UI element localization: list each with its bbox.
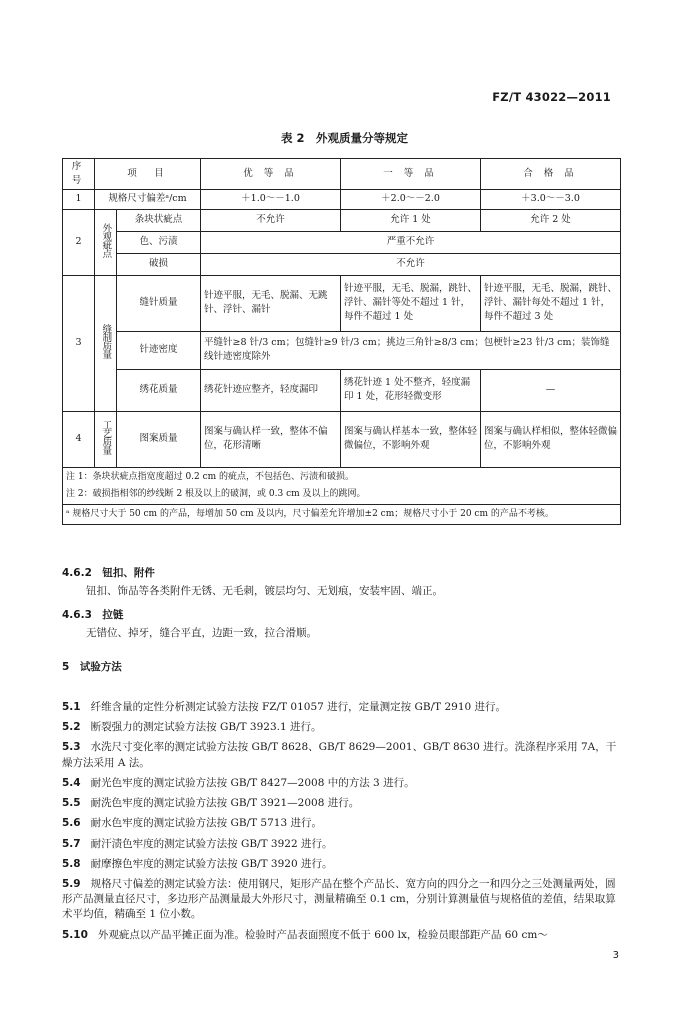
header-first: 一 等 品 — [341, 159, 481, 190]
list-item: 5.9 规格尺寸偏差的测定试验方法：使用钢尺，矩形产品在整个产品长、宽方向的四分之一和四分之三处测量两处，圆形产品测量直径尺寸，多边形产品测量最大外形尺寸，测量精确至 0.1 cm，分别计算测量值与规格值的差值，结果取算术平均值，精确至 1 位小数。 — [62, 877, 616, 921]
header-item: 项 目 — [95, 159, 201, 190]
list-item: 5.7 耐汗渍色牢度的测定试验方法按 GB/T 3922 进行。 — [62, 837, 333, 850]
section-body: 钮扣、饰品等各类附件无锈、无毛刺，镀层均匀、无划痕，安装牢固、端正。 — [86, 585, 443, 598]
header-seq: 序号 — [63, 159, 95, 190]
row3-sub3-qualified: — — [481, 369, 621, 411]
row2-sub1-qualified: 允许 2 处 — [481, 209, 621, 231]
row1-item: 规格尺寸偏差ᵃ/cm — [95, 189, 201, 209]
table-row — [63, 411, 621, 467]
table-row — [63, 369, 621, 411]
row3-sub1-qualified: 针迹平服，无毛、脱漏，跳针、浮针、漏针每处不超过 1 针，每件不超过 3 处 — [481, 275, 621, 331]
header-excellent: 优 等 品 — [201, 159, 341, 190]
row2-sub2-merged: 严重不允许 — [201, 231, 621, 253]
row4-group: 工艺质量 — [100, 419, 112, 454]
list-item: 5.8 耐摩擦色牢度的测定试验方法按 GB/T 3920 进行。 — [62, 857, 333, 870]
row2-sub3-merged: 不允许 — [201, 253, 621, 275]
row1-excellent: ＋1.0～－1.0 — [201, 189, 341, 209]
row2-group: 外观疵点 — [100, 222, 112, 257]
section-4-6-2 — [62, 566, 622, 599]
test-method-list — [62, 700, 622, 948]
table-title: 表 2 外观质量分等规定 — [280, 131, 408, 145]
table-footnote-row — [63, 504, 621, 524]
row1-qualified: ＋3.0～－3.0 — [481, 189, 621, 209]
table-row — [63, 253, 621, 275]
section-4-6-3 — [62, 608, 622, 641]
row3-sub3-name: 绣花质量 — [117, 369, 201, 411]
table-notes-row — [63, 467, 621, 504]
table-row — [63, 209, 621, 231]
table-row — [63, 189, 621, 209]
row2-sub1-first: 允许 1 处 — [341, 209, 481, 231]
row3-group: 缝制质量 — [100, 323, 112, 358]
row1-seq: 1 — [63, 189, 95, 209]
row1-first: ＋2.0～－2.0 — [341, 189, 481, 209]
row3-sub3-first: 绣花针迹 1 处不整齐，轻度漏印 1 处，花形轻微变形 — [341, 369, 481, 411]
table-row — [63, 275, 621, 331]
standard-code: FZ/T 43022—2011 — [492, 90, 611, 104]
row3-sub2-merged: 平缝针≥8 针/3 cm；包缝针≥9 针/3 cm；挑边三角针≥8/3 cm；包梗针≥23 针/3 cm；装饰缝线针迹密度除外 — [201, 331, 621, 369]
section-number: 4.6.2 — [62, 567, 92, 579]
section-title: 拉链 — [102, 609, 124, 621]
section-title: 试验方法 — [79, 661, 122, 673]
row4-sub1-excellent: 图案与确认样一致，整体不偏位，花形清晰 — [201, 411, 341, 467]
list-item: 5.1 纤维含量的定性分析测定试验方法按 FZ/T 01057 进行，定量测定按 GB/T 2910 进行。 — [62, 701, 507, 713]
table-note: 注 2：破损指相邻的纱线断 2 根及以上的破洞，或 0.3 cm 及以上的跳网。 — [66, 488, 366, 499]
list-item: 5.6 耐水色牢度的测定试验方法按 GB/T 5713 进行。 — [62, 817, 322, 830]
list-item: 5.3 水洗尺寸变化率的测定试验方法按 GB/T 8628、GB/T 8629—2001、GB/T 8630 进行。洗涤程序采用 7A，干燥方法采用 A 法。 — [62, 741, 617, 769]
list-item: 5.10 外观疵点以产品平摊正面为准。检验时产品表面照度不低于 600 lx，检验员眼部距产品 60 cm～ — [62, 928, 548, 941]
row3-seq: 3 — [63, 275, 95, 411]
section-title: 钮扣、附件 — [102, 567, 155, 579]
row2-seq: 2 — [63, 209, 95, 275]
list-item: 5.5 耐洗色牢度的测定试验方法按 GB/T 3921—2008 进行。 — [62, 797, 360, 810]
section-number: 4.6.3 — [62, 609, 92, 621]
table-note: 注 1：条块状疵点指宽度超过 0.2 cm 的疵点，不包括色、污渍和破损。 — [66, 471, 355, 482]
row4-sub1-qualified: 图案与确认样相似，整体轻微偏位，不影响外观 — [481, 411, 621, 467]
row2-sub2-name: 色、污渍 — [117, 231, 201, 253]
list-item: 5.2 断裂强力的测定试验方法按 GB/T 3923.1 进行。 — [62, 721, 322, 734]
table-row — [63, 331, 621, 369]
row3-sub1-excellent: 针迹平服，无毛、脱漏、无跳针、浮针、漏针 — [201, 275, 341, 331]
section-body: 无错位、掉牙，缝合平直，边距一致，拉合滑顺。 — [86, 627, 317, 640]
table-notes — [63, 467, 621, 504]
table-footnote: ᵃ 规格尺寸大于 50 cm 的产品，每增加 50 cm 及以内，尺寸偏差允许增加±2 cm；规格尺寸小于 20 cm 的产品不考核。 — [63, 504, 621, 524]
row2-sub1-excellent: 不允许 — [201, 209, 341, 231]
row4-sub1-name: 图案质量 — [117, 411, 201, 467]
row2-sub3-name: 破损 — [117, 253, 201, 275]
list-item: 5.4 耐光色牢度的测定试验方法按 GB/T 8427—2008 中的方法 3 进行。 — [62, 776, 415, 789]
table-row — [63, 231, 621, 253]
row3-sub3-excellent: 绣花针迹应整齐，轻度漏印 — [201, 369, 341, 411]
row3-sub1-first: 针迹平服，无毛、脱漏，跳针、浮针、漏针等处不超过 1 针，每件不超过 1 处 — [341, 275, 481, 331]
row3-sub2-name: 针迹密度 — [117, 331, 201, 369]
table-header-row — [63, 159, 621, 190]
row2-sub1-name: 条块状疵点 — [117, 209, 201, 231]
section-5-heading — [62, 660, 622, 675]
row4-sub1-first: 图案与确认样基本一致，整体轻微偏位，不影响外观 — [341, 411, 481, 467]
row4-seq: 4 — [63, 411, 95, 467]
section-number: 5 — [62, 661, 70, 673]
row3-sub1-name: 缝针质量 — [117, 275, 201, 331]
quality-table — [62, 158, 621, 525]
page-number: 3 — [612, 950, 619, 961]
header-qualified: 合 格 品 — [481, 159, 621, 190]
